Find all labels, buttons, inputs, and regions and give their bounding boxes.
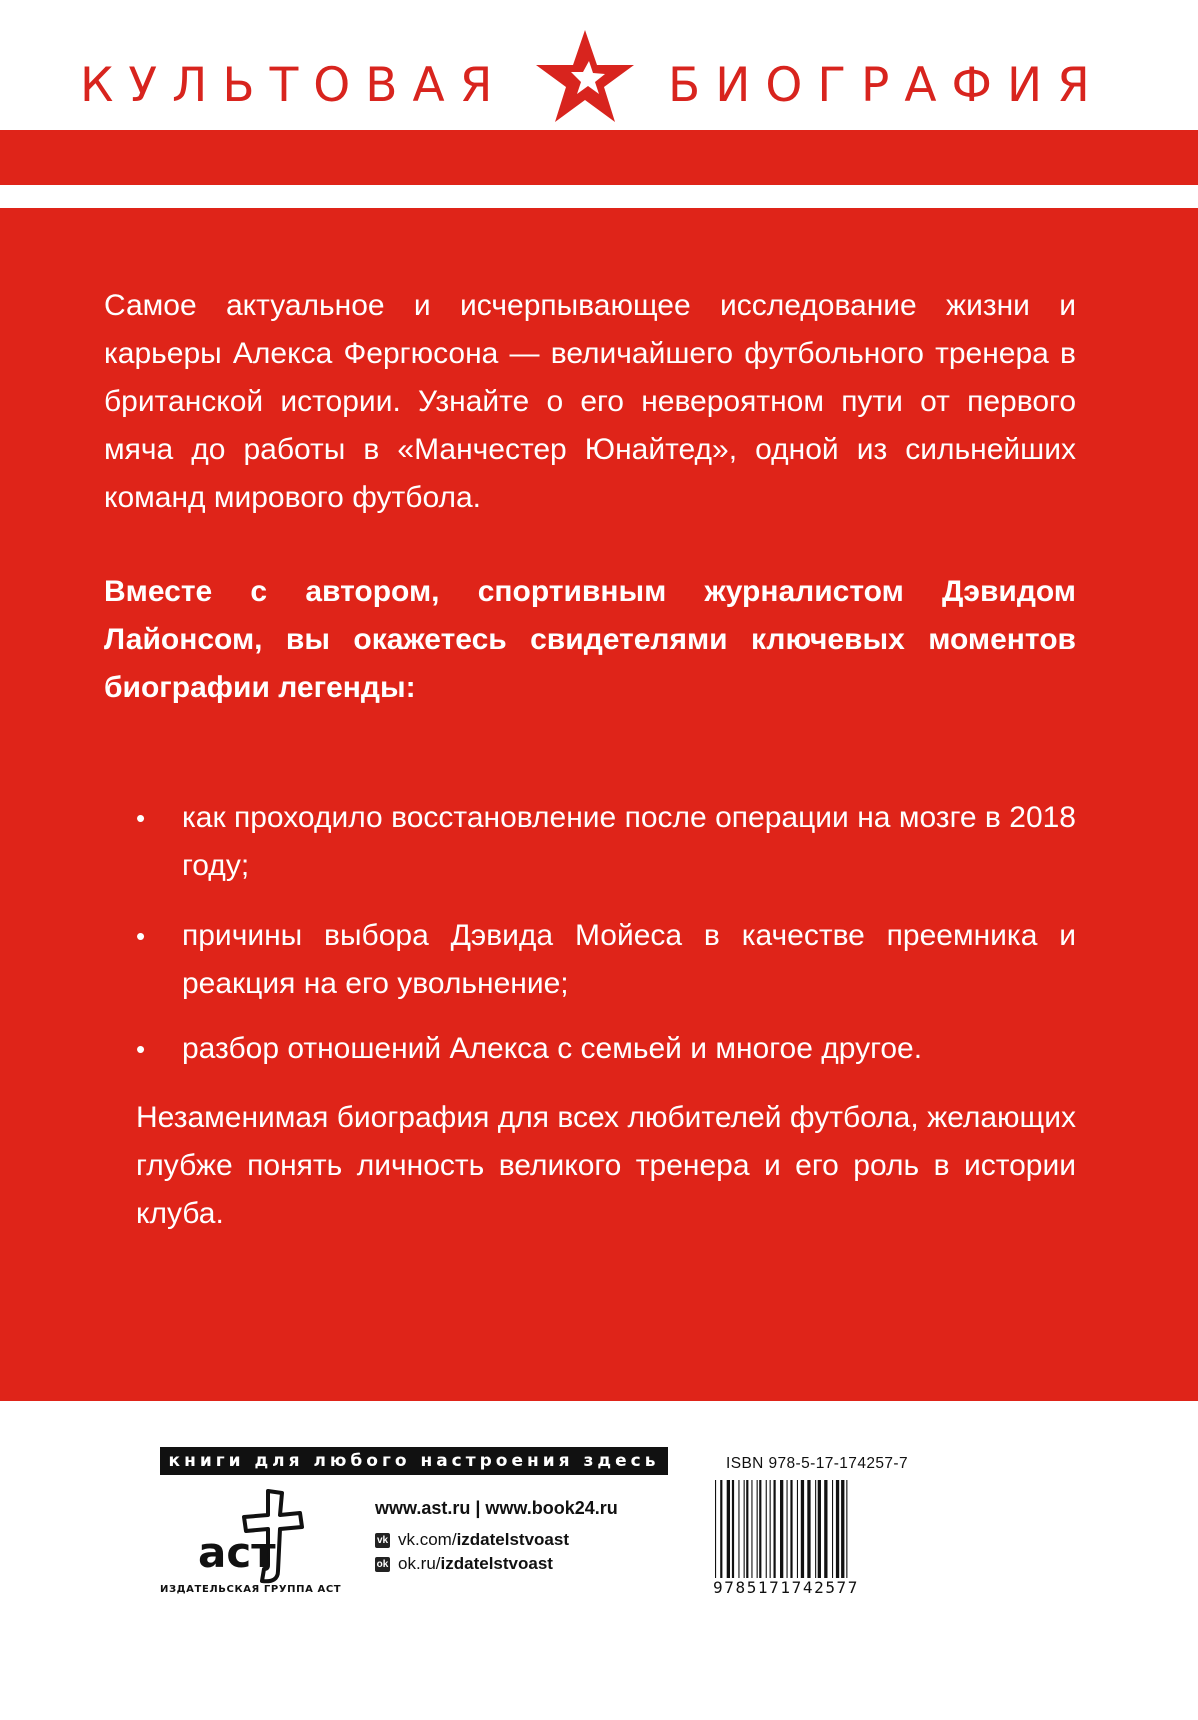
list-item [104,912,1076,1008]
barcode-bar [780,1480,783,1590]
barcode-bar [751,1480,752,1590]
bullet-icon: • [136,803,146,833]
ok-prefix: ok.ru/ [398,1554,441,1573]
bullet-icon: • [136,1034,146,1064]
barcode-bar [770,1480,771,1590]
barcode-bar [818,1480,821,1590]
website-links[interactable]: www.ast.ru | www.book24.ru [375,1498,618,1518]
barcode-bar [790,1480,792,1590]
barcode-bar [797,1480,798,1590]
vk-link[interactable] [375,1529,569,1551]
barcode-bar [766,1480,767,1590]
publisher-tagline: книги для любого настроения здесь [160,1447,668,1475]
barcode-bar [759,1480,761,1590]
publisher-logo [196,1487,306,1587]
lead-paragraph: Вместе с автором, спортивным журналистом Дэвидом Лайонсом, вы окажетесь свидетелями ключевых моментов биографии легенды: [104,575,1076,704]
vk-handle: izdatelstvoast [456,1530,569,1549]
list-item [104,794,1076,890]
vk-prefix: vk.com/ [398,1530,457,1549]
barcode-bar [757,1480,758,1590]
ok-icon: ok [376,1558,389,1570]
barcode-bar [732,1480,734,1590]
list-item-text: как проходило восстановление после операции на мозге в 2018 году; [182,801,1076,882]
barcode-bar [824,1480,827,1590]
barcode-bar [815,1480,816,1590]
star-icon [535,28,635,124]
isbn-number: ISBN 978-5-17-174257-7 [726,1455,908,1472]
logo-caption: ИЗДАТЕЛЬСКАЯ ГРУППА АСТ [160,1584,342,1595]
barcode-bar [738,1480,739,1590]
bullet-icon: • [136,921,146,951]
barcode-bar [846,1480,847,1590]
intro-paragraph: Самое актуальное и исчерпывающее исследование жизни и карьеры Алекса Фергюсона — величайшего футбольного тренера в британской истории. Узнайте о его невероятном пути от первого мяча до работы в «Манчестер Юнайтед», одной из сильнейших команд мирового футбола. [104,289,1076,514]
barcode-bar [744,1480,745,1590]
list-item-text: разбор отношений Алекса с семьей и многое другое. [182,1032,923,1065]
ok-link[interactable] [375,1553,553,1575]
barcode-digits: 9785171742577 [711,1578,887,1597]
barcode-bar [746,1480,748,1590]
ok-handle: izdatelstvoast [440,1554,553,1573]
series-header [0,0,1198,130]
barcode-bar [715,1480,716,1590]
list-item-text: причины выбора Дэвида Мойеса в качестве преемника и реакция на его увольнение; [182,919,1076,1000]
series-title-right: БИОГРАФИЯ [668,58,1105,113]
barcode-bar [720,1480,722,1590]
barcode-bar [807,1480,810,1590]
barcode-bar [727,1480,730,1590]
vk-icon: vk [376,1534,389,1546]
series-title-left: КУЛЬТОВАЯ [80,58,508,113]
barcode-bar [832,1480,833,1590]
logo-text: аст [198,1528,276,1577]
barcode-bar [836,1480,839,1590]
header-stripe [0,130,1198,185]
closing-paragraph: Незаменимая биография для всех любителей футбола, желающих глубже понять личность великого тренера и его роль в истории клуба. [136,1101,1076,1230]
barcode-bar [841,1480,844,1590]
barcode-bar [774,1480,776,1590]
barcode-bar [801,1480,804,1590]
list-item [104,1025,1076,1073]
barcode-bar [787,1480,788,1590]
